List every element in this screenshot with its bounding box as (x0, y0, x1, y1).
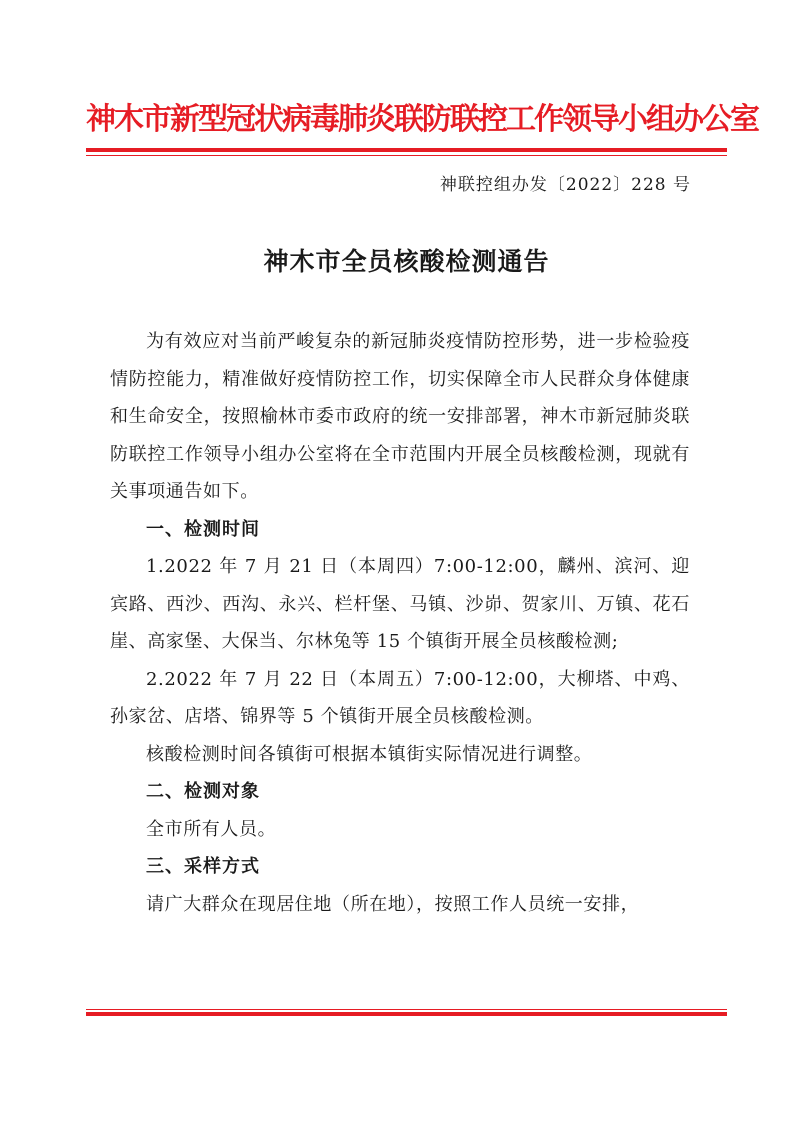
section-heading-sampling-method: 三、采样方式 (146, 856, 260, 877)
document-body (110, 323, 690, 923)
section-heading-detection-time: 一、检测时间 (146, 518, 260, 540)
detection-schedule-item-2: 2.2022 年 7 月 22 日（本周五）7:00-12:00，大柳塔、中鸡、孙家岔、店塔、锦界等 5 个镇街开展全员核酸检测。 (110, 668, 690, 727)
footer-red-rule-thin (86, 1009, 727, 1010)
document-number: 神联控组办发〔2022〕228 号 (439, 175, 691, 195)
detection-time-note: 核酸检测时间各镇街可根据本镇街实际情况进行调整。 (146, 743, 593, 765)
section-heading-detection-target: 二、检测对象 (146, 781, 260, 802)
sampling-method-text: 请广大群众在现居住地（所在地），按照工作人员统一安排， (146, 893, 640, 915)
footer-red-rule-thick (86, 1012, 727, 1016)
issuing-organization-header: 神木市新型冠状病毒肺炎联防联控工作领导小组办公室 (86, 102, 758, 137)
intro-paragraph: 为有效应对当前严峻复杂的新冠肺炎疫情防控形势，进一步检验疫情防控能力，精准做好疫情防控工作，切实保障全市人民群众身体健康和生命安全，按照榆林市委市政府的统一安排部署，神木市新冠肺炎联防联控工作领导小组办公室将在全市范围内开展全员核酸检测，现就有关事项通告如下。 (110, 331, 690, 502)
header-red-rule-thin (86, 155, 727, 156)
header-red-rule-thick (86, 148, 727, 152)
detection-target-text: 全市所有人员。 (146, 818, 277, 840)
detection-schedule-item-1: 1.2022 年 7 月 21 日（本周四）7:00-12:00，麟州、滨河、迎宾路、西沙、西沟、永兴、栏杆堡、马镇、沙峁、贺家川、万镇、花石崖、高家堡、大保当、尔林兔等 15 个镇街开展全员核酸检测; (110, 556, 690, 652)
document-title: 神木市全员核酸检测通告 (263, 247, 550, 276)
